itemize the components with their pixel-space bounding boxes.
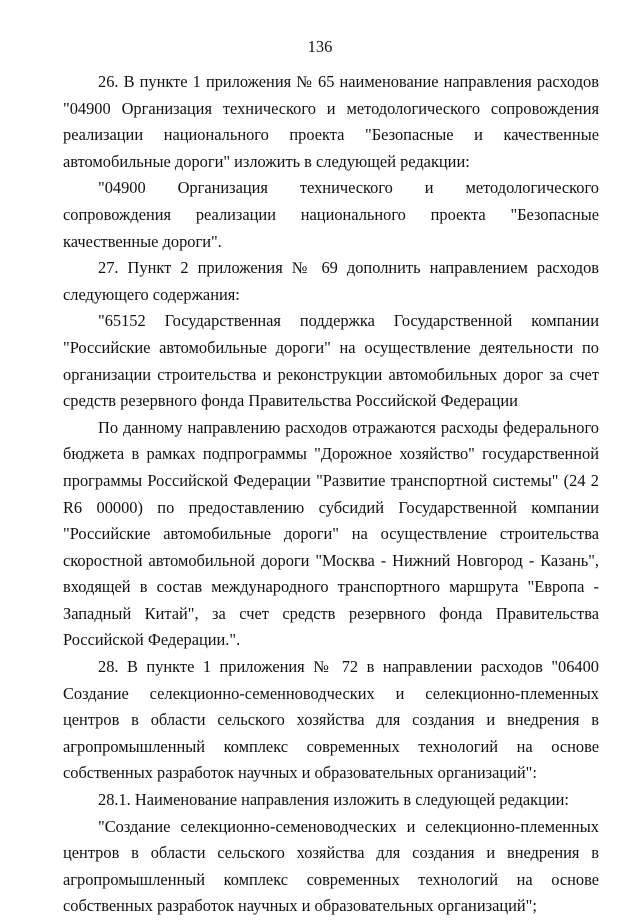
paragraph-28: 28. В пункте 1 приложения № 72 в направлении расходов "06400 Создание селекционно-семенноводческих и селекционно-племенных центров в области сельского хозяйства для создания и внедрения в агропромышленный комплекс современных технологий на основе собственных разработок научных и образовательных организаций": [63, 657, 599, 783]
page-number: 136 [307, 37, 333, 56]
paragraph-28-1-new-name: "Создание селекционно-семеноводческих и селекционно-племенных центров в области сельского хозяйства для создания и внедрения в агропромышленный комплекс современных технологий на основе собственных разработок научных и образовательных организаций"; [63, 816, 599, 916]
document-body [63, 69, 599, 920]
paragraph-27-new-direction: "65152 Государственная поддержка Государственной компании "Российские автомобильные дороги" на осуществление деятельности по организации строительства и реконструкции автомобильных дорог за счет средств резервного фонда Правительства Российской Федерации [63, 311, 599, 411]
paragraph-27-description: По данному направлению расходов отражаются расходы федерального бюджета в рамках подпрограммы "Дорожное хозяйство" государственной программы Российской Федерации "Развитие транспортной системы" (24 2 R6 00000) по предоставлению субсидий Государственной компании "Российские автомобильные дороги" на осуществление строительства скоростной автомобильной дороги "Москва - Нижний Новгород - Казань", входящей в состав международного транспортного маршрута "Европа - Западный Китай", за счет средств резервного фонда Правительства Российской Федерации.". [63, 417, 599, 650]
paragraph-26: 26. В пункте 1 приложения № 65 наименование направления расходов "04900 Организация технического и методологического сопровождения реализации национального проекта "Безопасные и качественные автомобильные дороги" изложить в следующей редакции: [63, 72, 599, 171]
paragraph-27: 27. Пункт 2 приложения № 69 дополнить направлением расходов следующего содержания: [63, 258, 599, 304]
paragraph-28-1: 28.1. Наименование направления изложить в следующей редакции: [98, 790, 569, 810]
paragraph-26-new-name: "04900 Организация технического и методологического сопровождения реализации национального проекта "Безопасные качественные дороги". [63, 178, 599, 251]
